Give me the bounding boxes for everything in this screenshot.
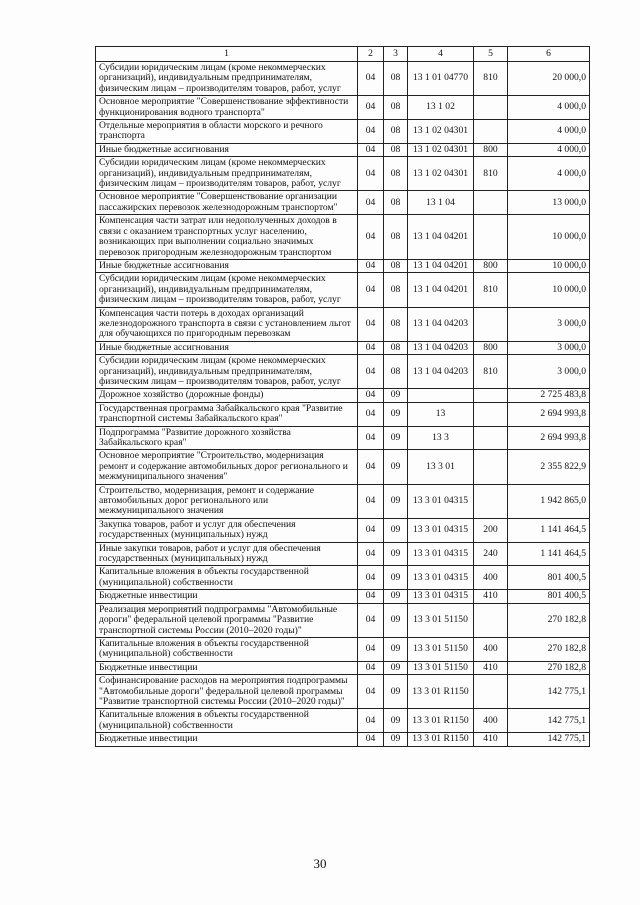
row-section-cell: 04 (358, 590, 384, 603)
row-amount-cell: 270 182,8 (508, 661, 590, 674)
table-row (96, 484, 590, 518)
row-target-article-cell: 13 1 04 04203 (408, 307, 474, 341)
row-amount-cell: 4 000,0 (508, 157, 590, 191)
row-name-cell: Субсидии юридическим лицам (кроме некоммерческих организаций), индивидуальным предпринимателям, физическим лицам – производителям товаров, работ, услуг (96, 355, 358, 389)
row-name-cell: Капитальные вложения в объекты государственной (муниципальной) собственности (96, 709, 358, 733)
row-name-cell: Отдельные мероприятия в области морского и речного транспорта (96, 120, 358, 144)
row-section-cell: 04 (358, 542, 384, 566)
row-name-cell: Капитальные вложения в объекты государственной (муниципальной) собственности (96, 566, 358, 590)
row-name-cell: Иные бюджетные ассигнования (96, 341, 358, 354)
row-section-cell: 04 (358, 637, 384, 661)
row-amount-cell: 2 725 483,8 (508, 389, 590, 402)
row-target-article-cell: 13 3 01 R1150 (408, 733, 474, 746)
table-row (96, 675, 590, 709)
table-row (96, 603, 590, 637)
row-target-article-cell: 13 1 04 04203 (408, 341, 474, 354)
row-expense-type-cell (474, 484, 508, 518)
row-subsection-cell: 09 (384, 389, 408, 402)
row-target-article-cell: 13 1 04 04201 (408, 259, 474, 272)
row-section-cell: 04 (358, 450, 384, 484)
row-subsection-cell: 09 (384, 566, 408, 590)
row-subsection-cell: 08 (384, 120, 408, 144)
row-amount-cell: 3 000,0 (508, 307, 590, 341)
row-target-article-cell: 13 3 01 (408, 450, 474, 484)
row-subsection-cell: 09 (384, 402, 408, 426)
row-section-cell: 04 (358, 566, 384, 590)
row-section-cell: 04 (358, 191, 384, 215)
row-section-cell: 04 (358, 157, 384, 191)
row-expense-type-cell (474, 402, 508, 426)
row-expense-type-cell: 810 (474, 157, 508, 191)
row-subsection-cell: 09 (384, 603, 408, 637)
row-name-cell: Закупка товаров, работ и услуг для обеспечения государственных (муниципальных) нужд (96, 518, 358, 542)
row-subsection-cell: 09 (384, 426, 408, 450)
row-section-cell: 04 (358, 402, 384, 426)
row-amount-cell: 13 000,0 (508, 191, 590, 215)
table-row (96, 518, 590, 542)
row-target-article-cell: 13 1 02 04301 (408, 143, 474, 156)
header-col-subsection: 3 (384, 47, 408, 62)
row-target-article-cell: 13 3 01 R1150 (408, 709, 474, 733)
row-expense-type-cell: 410 (474, 590, 508, 603)
row-amount-cell: 270 182,8 (508, 637, 590, 661)
row-section-cell: 04 (358, 518, 384, 542)
row-section-cell: 04 (358, 389, 384, 402)
row-section-cell: 04 (358, 675, 384, 709)
row-name-cell: Субсидии юридическим лицам (кроме некоммерческих организаций), индивидуальным предпринимателям, физическим лицам – производителям товаров, работ, услуг (96, 157, 358, 191)
row-section-cell: 04 (358, 603, 384, 637)
row-name-cell: Иные бюджетные ассигнования (96, 259, 358, 272)
row-expense-type-cell: 810 (474, 273, 508, 307)
row-subsection-cell: 09 (384, 590, 408, 603)
row-expense-type-cell: 400 (474, 709, 508, 733)
budget-table (95, 46, 590, 747)
row-section-cell: 04 (358, 341, 384, 354)
row-section-cell: 04 (358, 355, 384, 389)
row-name-cell: Компенсация части затрат или недополученных доходов в связи с оказанием транспортных услуг населению, возникающих при выполнении социально значимых перевозок пригородным железнодорожным транспортом (96, 215, 358, 260)
row-amount-cell: 270 182,8 (508, 603, 590, 637)
row-name-cell: Субсидии юридическим лицам (кроме некоммерческих организаций), индивидуальным предпринимателям, физическим лицам – производителям товаров, работ, услуг (96, 273, 358, 307)
row-name-cell: Подпрограмма "Развитие дорожного хозяйства Забайкальского края" (96, 426, 358, 450)
row-amount-cell: 1 141 464,5 (508, 542, 590, 566)
row-target-article-cell: 13 1 02 04301 (408, 120, 474, 144)
row-amount-cell: 4 000,0 (508, 96, 590, 120)
table-row (96, 307, 590, 341)
row-section-cell: 04 (358, 120, 384, 144)
row-expense-type-cell (474, 675, 508, 709)
row-subsection-cell: 08 (384, 341, 408, 354)
row-subsection-cell: 09 (384, 518, 408, 542)
header-col-name: 1 (96, 47, 358, 62)
row-name-cell: Субсидии юридическим лицам (кроме некоммерческих организаций), индивидуальным предпринимателям, физическим лицам – производителям товаров, работ, услуг (96, 62, 358, 96)
row-amount-cell: 2 694 993,8 (508, 426, 590, 450)
row-subsection-cell: 08 (384, 307, 408, 341)
row-expense-type-cell (474, 191, 508, 215)
page-number: 30 (313, 856, 327, 871)
row-target-article-cell: 13 3 01 51150 (408, 661, 474, 674)
table-row (96, 590, 590, 603)
row-target-article-cell: 13 3 01 04315 (408, 566, 474, 590)
row-expense-type-cell: 200 (474, 518, 508, 542)
table-body (96, 62, 590, 747)
header-col-section: 2 (358, 47, 384, 62)
row-name-cell: Бюджетные инвестиции (96, 661, 358, 674)
row-subsection-cell: 08 (384, 143, 408, 156)
row-amount-cell: 10 000,0 (508, 273, 590, 307)
row-section-cell: 04 (358, 484, 384, 518)
row-name-cell: Бюджетные инвестиции (96, 733, 358, 746)
row-name-cell: Компенсация части потерь в доходах организаций железнодорожного транспорта в связи с установлением льгот для обучающихся по пригородным перевозкам (96, 307, 358, 341)
row-name-cell: Капитальные вложения в объекты государственной (муниципальной) собственности (96, 637, 358, 661)
table-row (96, 120, 590, 144)
row-subsection-cell: 09 (384, 733, 408, 746)
row-target-article-cell: 13 3 01 04315 (408, 484, 474, 518)
row-expense-type-cell: 400 (474, 566, 508, 590)
row-target-article-cell: 13 1 04 04201 (408, 215, 474, 260)
row-target-article-cell: 13 1 04 (408, 191, 474, 215)
table-row (96, 402, 590, 426)
table-header-row (96, 47, 590, 62)
row-name-cell: Реализация мероприятий подпрограммы "Автомобильные дороги" федеральной целевой программы "Развитие транспортной системы России (2010–2020 годы)" (96, 603, 358, 637)
row-amount-cell: 3 000,0 (508, 341, 590, 354)
row-amount-cell: 2 694 993,8 (508, 402, 590, 426)
table-row (96, 450, 590, 484)
row-section-cell: 04 (358, 259, 384, 272)
row-subsection-cell: 08 (384, 96, 408, 120)
row-expense-type-cell: 800 (474, 259, 508, 272)
row-subsection-cell: 08 (384, 191, 408, 215)
row-expense-type-cell (474, 389, 508, 402)
row-name-cell: Бюджетные инвестиции (96, 590, 358, 603)
row-name-cell: Иные бюджетные ассигнования (96, 143, 358, 156)
row-target-article-cell: 13 1 02 (408, 96, 474, 120)
row-expense-type-cell (474, 96, 508, 120)
row-expense-type-cell (474, 426, 508, 450)
table-row (96, 733, 590, 746)
row-section-cell: 04 (358, 426, 384, 450)
row-amount-cell: 4 000,0 (508, 143, 590, 156)
row-target-article-cell: 13 3 01 04315 (408, 518, 474, 542)
row-amount-cell: 1 141 464,5 (508, 518, 590, 542)
row-expense-type-cell (474, 215, 508, 260)
row-expense-type-cell (474, 120, 508, 144)
row-name-cell: Дорожное хозяйство (дорожные фонды) (96, 389, 358, 402)
row-section-cell: 04 (358, 307, 384, 341)
row-amount-cell: 801 400,5 (508, 590, 590, 603)
table-row (96, 709, 590, 733)
row-subsection-cell: 09 (384, 542, 408, 566)
row-name-cell: Государственная программа Забайкальского края "Развитие транспортной системы Забайкальского края" (96, 402, 358, 426)
row-target-article-cell: 13 3 01 R1150 (408, 675, 474, 709)
row-amount-cell: 801 400,5 (508, 566, 590, 590)
row-amount-cell: 2 355 822,9 (508, 450, 590, 484)
row-amount-cell: 4 000,0 (508, 120, 590, 144)
row-target-article-cell: 13 1 01 04770 (408, 62, 474, 96)
row-section-cell: 04 (358, 62, 384, 96)
row-target-article-cell (408, 389, 474, 402)
row-expense-type-cell: 810 (474, 62, 508, 96)
row-expense-type-cell (474, 450, 508, 484)
row-target-article-cell: 13 (408, 402, 474, 426)
table-row (96, 637, 590, 661)
header-col-amount: 6 (508, 47, 590, 62)
header-col-target-article: 4 (408, 47, 474, 62)
row-amount-cell: 142 775,1 (508, 709, 590, 733)
row-target-article-cell: 13 3 01 04315 (408, 542, 474, 566)
row-subsection-cell: 09 (384, 675, 408, 709)
header-col-expense-type: 5 (474, 47, 508, 62)
row-subsection-cell: 08 (384, 355, 408, 389)
row-section-cell: 04 (358, 273, 384, 307)
row-amount-cell: 1 942 865,0 (508, 484, 590, 518)
table-row (96, 143, 590, 156)
table-row (96, 341, 590, 354)
table-row (96, 215, 590, 260)
table-row (96, 273, 590, 307)
row-expense-type-cell (474, 603, 508, 637)
row-name-cell: Основное мероприятие "Совершенствование эффективности функционирования водного транспорта" (96, 96, 358, 120)
row-subsection-cell: 08 (384, 215, 408, 260)
row-expense-type-cell: 800 (474, 341, 508, 354)
row-expense-type-cell: 810 (474, 355, 508, 389)
table-row (96, 96, 590, 120)
row-expense-type-cell: 410 (474, 733, 508, 746)
row-section-cell: 04 (358, 733, 384, 746)
row-expense-type-cell: 410 (474, 661, 508, 674)
row-target-article-cell: 13 3 01 51150 (408, 637, 474, 661)
row-expense-type-cell: 240 (474, 542, 508, 566)
row-subsection-cell: 09 (384, 450, 408, 484)
row-name-cell: Софинансирование расходов на мероприятия подпрограммы "Автомобильные дороги" федеральной целевой программы "Развитие транспортной системы России (2010–2020 годы)" (96, 675, 358, 709)
row-expense-type-cell: 800 (474, 143, 508, 156)
row-target-article-cell: 13 1 02 04301 (408, 157, 474, 191)
row-subsection-cell: 08 (384, 157, 408, 191)
row-subsection-cell: 09 (384, 661, 408, 674)
row-subsection-cell: 08 (384, 62, 408, 96)
row-section-cell: 04 (358, 661, 384, 674)
row-section-cell: 04 (358, 96, 384, 120)
row-subsection-cell: 08 (384, 259, 408, 272)
row-amount-cell: 10 000,0 (508, 215, 590, 260)
row-amount-cell: 3 000,0 (508, 355, 590, 389)
table-row (96, 566, 590, 590)
table-row (96, 62, 590, 96)
table-row (96, 542, 590, 566)
row-section-cell: 04 (358, 709, 384, 733)
row-subsection-cell: 09 (384, 709, 408, 733)
row-name-cell: Строительство, модернизация, ремонт и содержание автомобильных дорог регионального или межмуниципального значения (96, 484, 358, 518)
row-target-article-cell: 13 1 04 04203 (408, 355, 474, 389)
table-row (96, 661, 590, 674)
row-subsection-cell: 08 (384, 273, 408, 307)
row-target-article-cell: 13 3 01 04315 (408, 590, 474, 603)
row-target-article-cell: 13 1 04 04201 (408, 273, 474, 307)
row-amount-cell: 20 000,0 (508, 62, 590, 96)
row-section-cell: 04 (358, 143, 384, 156)
row-expense-type-cell: 400 (474, 637, 508, 661)
table-row (96, 259, 590, 272)
row-name-cell: Основное мероприятие "Строительство, модернизация ремонт и содержание автомобильных дорог регионального и межмуниципального значения" (96, 450, 358, 484)
row-section-cell: 04 (358, 215, 384, 260)
table-row (96, 355, 590, 389)
row-amount-cell: 10 000,0 (508, 259, 590, 272)
row-name-cell: Основное мероприятие "Совершенствование организации пассажирских перевозок железнодорожным транспортом" (96, 191, 358, 215)
row-subsection-cell: 09 (384, 637, 408, 661)
row-target-article-cell: 13 3 01 51150 (408, 603, 474, 637)
row-name-cell: Иные закупки товаров, работ и услуг для обеспечения государственных (муниципальных) нужд (96, 542, 358, 566)
row-expense-type-cell (474, 307, 508, 341)
row-amount-cell: 142 775,1 (508, 675, 590, 709)
row-amount-cell: 142 775,1 (508, 733, 590, 746)
table-row (96, 426, 590, 450)
table-row (96, 157, 590, 191)
row-subsection-cell: 09 (384, 484, 408, 518)
table-row (96, 389, 590, 402)
table-row (96, 191, 590, 215)
row-target-article-cell: 13 3 (408, 426, 474, 450)
